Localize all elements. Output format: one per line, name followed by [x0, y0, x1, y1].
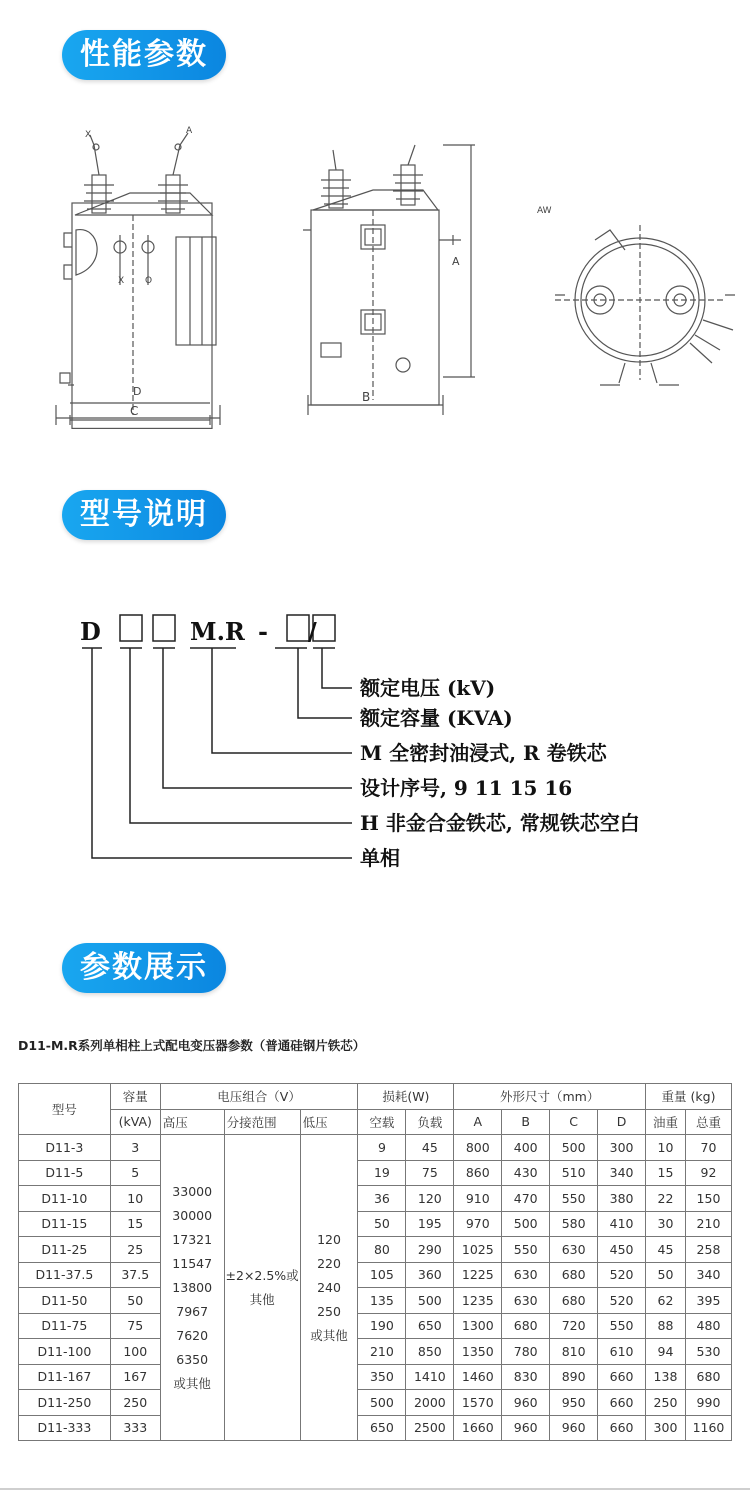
front-label-x2: X — [118, 276, 125, 286]
cell-capacity: 15 — [110, 1211, 160, 1237]
cell-total-weight: 340 — [685, 1262, 731, 1288]
header-load: 负载 — [406, 1109, 454, 1135]
cell-dim-d: 300 — [598, 1135, 646, 1161]
cell-load-loss: 1410 — [406, 1364, 454, 1390]
cell-capacity: 75 — [110, 1313, 160, 1339]
cell-dim-a: 1300 — [454, 1313, 502, 1339]
cell-dim-c: 510 — [550, 1160, 598, 1186]
cell-dim-d: 550 — [598, 1313, 646, 1339]
cell-oil-weight: 15 — [646, 1160, 686, 1186]
cell-dim-d: 660 — [598, 1415, 646, 1441]
cell-model: D11-100 — [19, 1339, 111, 1365]
parameter-table — [18, 1083, 732, 1441]
cell-dim-b: 960 — [502, 1415, 550, 1441]
front-label-o: O — [145, 276, 153, 286]
code-letter-d: D — [80, 617, 101, 646]
cell-total-weight: 150 — [685, 1186, 731, 1212]
cell-dim-a: 1460 — [454, 1364, 502, 1390]
cell-dim-b: 780 — [502, 1339, 550, 1365]
cell-load-loss: 2000 — [406, 1390, 454, 1416]
hv-value: 13800 — [172, 1279, 213, 1295]
cell-capacity: 333 — [110, 1415, 160, 1441]
top-view-drawing — [555, 225, 735, 385]
cell-total-weight: 1160 — [685, 1415, 731, 1441]
cell-no-load-loss: 36 — [358, 1186, 406, 1212]
cell-oil-weight: 94 — [646, 1339, 686, 1365]
cell-total-weight: 530 — [685, 1339, 731, 1365]
table-header-row-1 — [19, 1084, 732, 1110]
header-total: 总重 — [685, 1109, 731, 1135]
cell-dim-d: 610 — [598, 1339, 646, 1365]
table-row — [19, 1313, 732, 1339]
cell-oil-weight: 88 — [646, 1313, 686, 1339]
cell-dim-a: 1225 — [454, 1262, 502, 1288]
cell-hv-values — [160, 1135, 224, 1441]
cell-capacity: 3 — [110, 1135, 160, 1161]
cell-no-load-loss: 9 — [358, 1135, 406, 1161]
cell-load-loss: 2500 — [406, 1415, 454, 1441]
cell-dim-d: 520 — [598, 1288, 646, 1314]
code-slash: / — [308, 617, 317, 646]
cell-dim-c: 500 — [550, 1135, 598, 1161]
cell-model: D11-75 — [19, 1313, 111, 1339]
header-voltage: 电压组合（V） — [160, 1084, 358, 1110]
cell-model: D11-333 — [19, 1415, 111, 1441]
lv-value: 220 — [317, 1255, 341, 1271]
header-b: B — [502, 1109, 550, 1135]
cell-total-weight: 480 — [685, 1313, 731, 1339]
code-line-voltage: 额定电压 (kV) — [360, 676, 496, 700]
cell-oil-weight: 300 — [646, 1415, 686, 1441]
cell-capacity: 25 — [110, 1237, 160, 1263]
header-dims: 外形尺寸（mm） — [454, 1084, 646, 1110]
cell-model: D11-5 — [19, 1160, 111, 1186]
front-label-a: A — [186, 126, 193, 136]
cell-dim-b: 630 — [502, 1262, 550, 1288]
header-oil: 油重 — [646, 1109, 686, 1135]
cell-capacity: 5 — [110, 1160, 160, 1186]
cell-dim-b: 550 — [502, 1237, 550, 1263]
table-row — [19, 1390, 732, 1416]
cell-dim-d: 660 — [598, 1390, 646, 1416]
cell-dim-b: 500 — [502, 1211, 550, 1237]
hv-value: 或其他 — [173, 1375, 211, 1391]
cell-dim-c: 680 — [550, 1262, 598, 1288]
cell-model: D11-250 — [19, 1390, 111, 1416]
cell-oil-weight: 30 — [646, 1211, 686, 1237]
cell-load-loss: 290 — [406, 1237, 454, 1263]
header-hv: 高压 — [160, 1109, 224, 1135]
front-label-c: C — [130, 404, 139, 418]
hv-value: 6350 — [176, 1351, 209, 1367]
side-label-b: B — [362, 390, 371, 404]
cell-total-weight: 395 — [685, 1288, 731, 1314]
cell-dim-a: 1660 — [454, 1415, 502, 1441]
header-a: A — [454, 1109, 502, 1135]
code-line-design: 设计序号, 9 11 15 16 — [360, 776, 573, 800]
front-label-d: D — [133, 385, 142, 398]
table-row — [19, 1415, 732, 1441]
cell-model: D11-15 — [19, 1211, 111, 1237]
hv-value: 7620 — [176, 1327, 209, 1343]
cell-oil-weight: 50 — [646, 1262, 686, 1288]
cell-total-weight: 680 — [685, 1364, 731, 1390]
header-tap: 分接范围 — [224, 1109, 300, 1135]
lv-value: 240 — [317, 1279, 341, 1295]
top-label-aw: AW — [537, 206, 552, 216]
table-row — [19, 1339, 732, 1365]
cell-no-load-loss: 105 — [358, 1262, 406, 1288]
table-row — [19, 1135, 732, 1161]
side-label-a: A — [452, 255, 460, 268]
cell-load-loss: 120 — [406, 1186, 454, 1212]
cell-dim-c: 550 — [550, 1186, 598, 1212]
cell-dim-c: 810 — [550, 1339, 598, 1365]
section-title-display: 参数展示 — [62, 943, 226, 993]
cell-dim-b: 430 — [502, 1160, 550, 1186]
header-loss: 损耗(W) — [358, 1084, 454, 1110]
cell-model: D11-10 — [19, 1186, 111, 1212]
cell-oil-weight: 138 — [646, 1364, 686, 1390]
header-lv: 低压 — [300, 1109, 358, 1135]
cell-no-load-loss: 190 — [358, 1313, 406, 1339]
table-row — [19, 1364, 732, 1390]
cell-total-weight: 210 — [685, 1211, 731, 1237]
section-title-performance: 性能参数 — [62, 30, 226, 80]
side-view-drawing — [303, 145, 475, 415]
cell-dim-b: 960 — [502, 1390, 550, 1416]
cell-no-load-loss: 500 — [358, 1390, 406, 1416]
code-letters-mr: M.R — [190, 617, 245, 646]
cell-total-weight: 92 — [685, 1160, 731, 1186]
cell-dim-b: 680 — [502, 1313, 550, 1339]
header-c: C — [550, 1109, 598, 1135]
cell-capacity: 250 — [110, 1390, 160, 1416]
cell-capacity: 37.5 — [110, 1262, 160, 1288]
cell-capacity: 167 — [110, 1364, 160, 1390]
cell-dim-d: 660 — [598, 1364, 646, 1390]
cell-dim-c: 720 — [550, 1313, 598, 1339]
cell-no-load-loss: 50 — [358, 1211, 406, 1237]
table-title: D11-M.R系列单相柱上式配电变压器参数（普通硅钢片铁芯） — [18, 1038, 366, 1053]
cell-dim-b: 400 — [502, 1135, 550, 1161]
cell-dim-a: 910 — [454, 1186, 502, 1212]
code-dash: - — [258, 617, 268, 646]
cell-dim-d: 380 — [598, 1186, 646, 1212]
cell-dim-c: 890 — [550, 1364, 598, 1390]
table-row — [19, 1237, 732, 1263]
cell-model: D11-50 — [19, 1288, 111, 1314]
header-capacity-unit: (kVA) — [110, 1109, 160, 1135]
code-line-core: H 非金合金铁芯, 常规铁芯空白 — [360, 811, 640, 835]
model-code-diagram — [70, 600, 690, 890]
table-header-row-2 — [19, 1109, 732, 1135]
cell-dim-c: 950 — [550, 1390, 598, 1416]
bottom-divider — [0, 1488, 750, 1490]
cell-dim-d: 340 — [598, 1160, 646, 1186]
table-row — [19, 1262, 732, 1288]
table-row — [19, 1288, 732, 1314]
cell-oil-weight: 250 — [646, 1390, 686, 1416]
cell-dim-b: 470 — [502, 1186, 550, 1212]
hv-value: 33000 — [172, 1183, 213, 1199]
cell-capacity: 10 — [110, 1186, 160, 1212]
cell-lv-values — [300, 1135, 358, 1441]
cell-total-weight: 258 — [685, 1237, 731, 1263]
cell-no-load-loss: 350 — [358, 1364, 406, 1390]
cell-model: D11-167 — [19, 1364, 111, 1390]
cell-load-loss: 650 — [406, 1313, 454, 1339]
cell-dim-a: 800 — [454, 1135, 502, 1161]
cell-dim-c: 630 — [550, 1237, 598, 1263]
cell-dim-b: 830 — [502, 1364, 550, 1390]
transformer-outline-drawings — [40, 115, 740, 435]
code-line-capacity: 额定容量 (KVA) — [360, 706, 513, 730]
lv-value: 250 — [317, 1303, 341, 1319]
cell-dim-c: 580 — [550, 1211, 598, 1237]
header-no-load: 空载 — [358, 1109, 406, 1135]
cell-total-weight: 990 — [685, 1390, 731, 1416]
cell-dim-d: 520 — [598, 1262, 646, 1288]
cell-model: D11-25 — [19, 1237, 111, 1263]
hv-value: 11547 — [172, 1255, 213, 1271]
cell-dim-a: 860 — [454, 1160, 502, 1186]
tap-value: ±2×2.5%或 — [225, 1267, 299, 1283]
cell-capacity: 50 — [110, 1288, 160, 1314]
code-line-type: M 全密封油浸式, R 卷铁芯 — [360, 741, 607, 765]
section-title-model: 型号说明 — [62, 490, 226, 540]
cell-capacity: 100 — [110, 1339, 160, 1365]
hv-value: 17321 — [172, 1231, 213, 1247]
cell-no-load-loss: 80 — [358, 1237, 406, 1263]
cell-model: D11-3 — [19, 1135, 111, 1161]
cell-dim-b: 630 — [502, 1288, 550, 1314]
header-model: 型号 — [19, 1084, 111, 1135]
cell-load-loss: 360 — [406, 1262, 454, 1288]
lv-value: 120 — [317, 1231, 341, 1247]
front-label-x: X — [85, 130, 92, 140]
hv-value: 7967 — [176, 1303, 209, 1319]
cell-load-loss: 45 — [406, 1135, 454, 1161]
cell-oil-weight: 62 — [646, 1288, 686, 1314]
cell-load-loss: 195 — [406, 1211, 454, 1237]
cell-dim-c: 960 — [550, 1415, 598, 1441]
cell-dim-a: 970 — [454, 1211, 502, 1237]
header-capacity: 容量 — [110, 1084, 160, 1110]
cell-total-weight: 70 — [685, 1135, 731, 1161]
hv-value: 30000 — [172, 1207, 213, 1223]
header-d: D — [598, 1109, 646, 1135]
cell-oil-weight: 22 — [646, 1186, 686, 1212]
cell-dim-d: 410 — [598, 1211, 646, 1237]
tap-value: 其他 — [249, 1291, 275, 1307]
cell-model: D11-37.5 — [19, 1262, 111, 1288]
cell-dim-a: 1350 — [454, 1339, 502, 1365]
table-row — [19, 1186, 732, 1212]
cell-oil-weight: 10 — [646, 1135, 686, 1161]
cell-oil-weight: 45 — [646, 1237, 686, 1263]
cell-dim-a: 1025 — [454, 1237, 502, 1263]
cell-dim-c: 680 — [550, 1288, 598, 1314]
table-row — [19, 1211, 732, 1237]
cell-load-loss: 850 — [406, 1339, 454, 1365]
cell-no-load-loss: 19 — [358, 1160, 406, 1186]
cell-tap-values — [224, 1135, 300, 1441]
cell-no-load-loss: 135 — [358, 1288, 406, 1314]
table-row — [19, 1160, 732, 1186]
cell-dim-d: 450 — [598, 1237, 646, 1263]
header-weight: 重量 (kg) — [646, 1084, 732, 1110]
cell-no-load-loss: 210 — [358, 1339, 406, 1365]
cell-load-loss: 75 — [406, 1160, 454, 1186]
cell-no-load-loss: 650 — [358, 1415, 406, 1441]
lv-value: 或其他 — [310, 1327, 348, 1343]
cell-dim-a: 1570 — [454, 1390, 502, 1416]
cell-dim-a: 1235 — [454, 1288, 502, 1314]
code-line-phase: 单相 — [360, 846, 400, 870]
cell-load-loss: 500 — [406, 1288, 454, 1314]
